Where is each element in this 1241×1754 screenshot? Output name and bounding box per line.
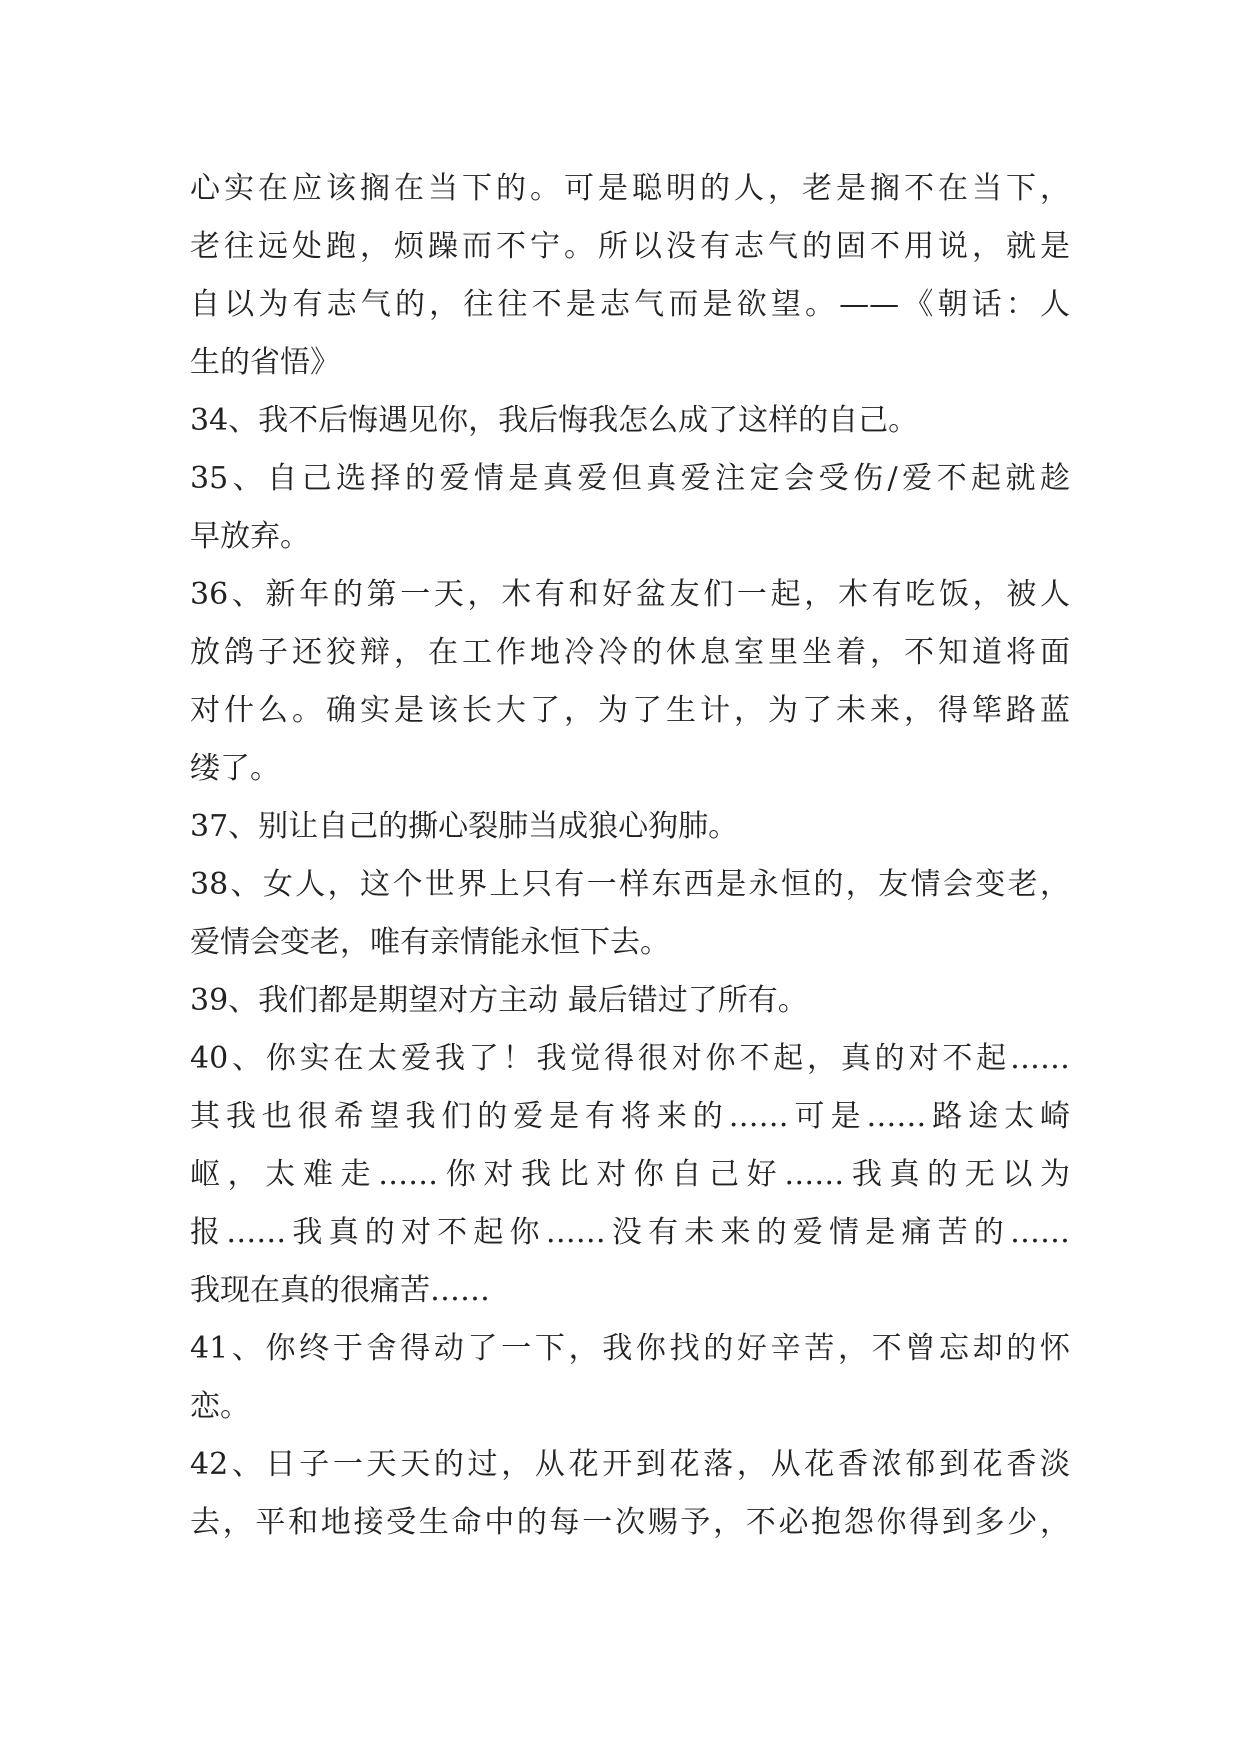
text-line: 42、日子一天天的过，从花开到花落，从花香浓郁到花香淡: [190, 1447, 1070, 1482]
text-line: 老往远处跑，烦躁而不宁。所以没有志气的固不用说，就是: [190, 229, 1070, 264]
text-line: 34、我不后悔遇见你，我后悔我怎么成了这样的自己。: [190, 403, 919, 438]
text-line: 41、你终于舍得动了一下，我你找的好辛苦，不曾忘却的怀: [190, 1331, 1070, 1366]
text-line: 对什么。确实是该长大了，为了生计，为了未来，得筚路蓝: [190, 693, 1070, 728]
text-line: 放鸽子还狡辩，在工作地冷冷的休息室里坐着，不知道将面: [190, 635, 1070, 670]
text-line: 恋。: [190, 1389, 250, 1424]
text-line: 岖，太难走……你对我比对你自己好……我真的无以为: [190, 1157, 1070, 1192]
text-line: 我现在真的很痛苦……: [190, 1273, 490, 1308]
text-line: 缕了。: [190, 751, 280, 786]
text-line: 自以为有志气的，往往不是志气而是欲望。——《朝话：人: [190, 287, 1070, 322]
text-line: 36、新年的第一天，木有和好盆友们一起，木有吃饭，被人: [190, 577, 1070, 612]
text-line: 38、女人，这个世界上只有一样东西是永恒的，友情会变老，: [190, 867, 1070, 902]
text-line: 其我也很希望我们的爱是有将来的……可是……路途太崎: [190, 1099, 1070, 1134]
text-line: 去，平和地接受生命中的每一次赐予，不必抱怨你得到多少，: [190, 1505, 1070, 1540]
text-line: 35、自己选择的爱情是真爱但真爱注定会受伤/爱不起就趁: [190, 461, 1070, 496]
text-line: 早放弃。: [190, 519, 310, 554]
text-line: 生的省悟》: [190, 345, 340, 380]
text-line: 心实在应该搁在当下的。可是聪明的人，老是搁不在当下，: [190, 171, 1070, 206]
text-line: 爱情会变老，唯有亲情能永恒下去。: [190, 925, 670, 960]
text-line: 39、我们都是期望对方主动 最后错过了所有。: [190, 983, 808, 1018]
text-line: 40、你实在太爱我了！我觉得很对你不起，真的对不起……: [190, 1041, 1070, 1076]
text-line: 报……我真的对不起你……没有未来的爱情是痛苦的……: [190, 1215, 1070, 1250]
text-line: 37、别让自己的撕心裂肺当成狼心狗肺。: [190, 809, 739, 844]
